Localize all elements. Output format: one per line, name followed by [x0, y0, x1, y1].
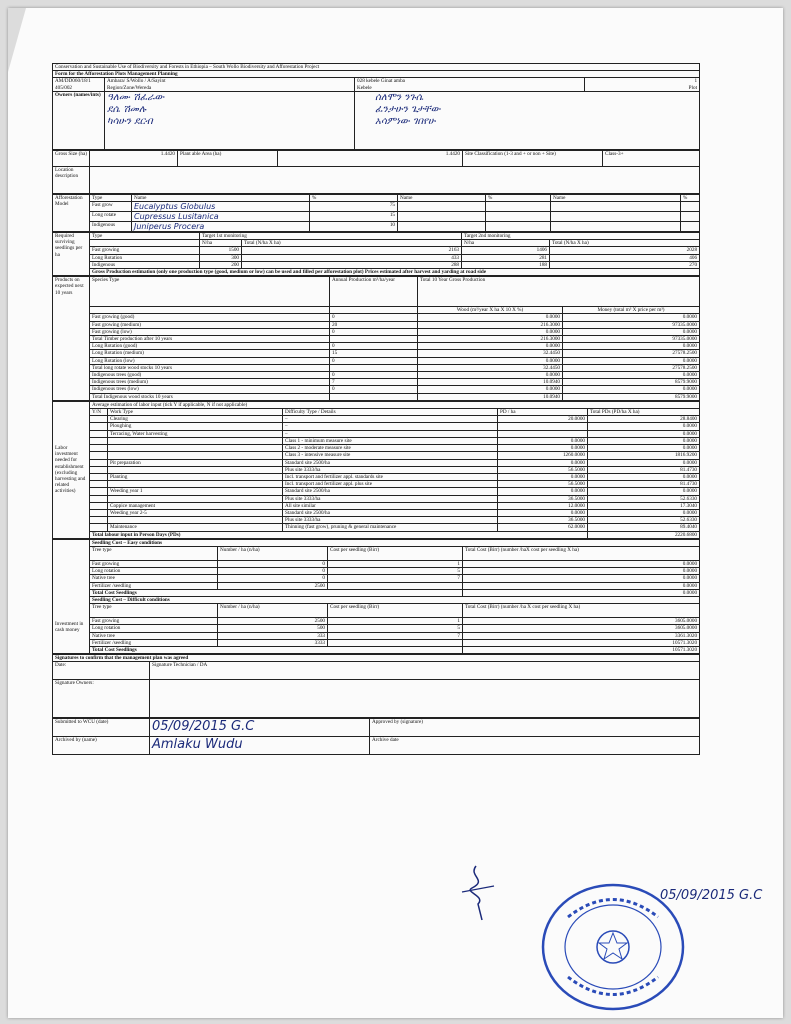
pd-value: 1260.0000 [498, 452, 588, 459]
plot-cell [585, 78, 700, 91]
archived-name: Amlaku Wudu [150, 737, 370, 755]
pd-value: 12.0000 [498, 502, 588, 509]
seedling-n: 0 [218, 568, 328, 575]
owners-right [355, 91, 700, 149]
work-type [108, 481, 283, 488]
work-type [108, 517, 283, 524]
archived-label: Archived by (name) [53, 737, 150, 755]
name-header: Name [132, 194, 310, 201]
work-type: Coppice management [108, 502, 283, 509]
seedling-difficult-title: Seedling Cost – Difficult conditions [90, 596, 700, 603]
difficulty-header: Difficulty Type / Details [283, 409, 498, 416]
site-class-value: Class-3+ [603, 150, 700, 166]
money-value: 27578.2500 [563, 350, 700, 357]
wood-header: Wood (m³/year X ha X 10 X %) [418, 307, 563, 314]
work-detail: – [283, 423, 498, 430]
archive-table [52, 718, 700, 755]
total-header: Total (N/ha X ha) [550, 240, 700, 247]
species-row: Indigenous trees (medium) [90, 379, 330, 386]
owner-name: ካሳሁን ደርብ [107, 115, 153, 127]
region-cell [105, 78, 355, 91]
pd-value: 62.0000 [498, 524, 588, 531]
region-sub: Region/Zone/Wereda [107, 84, 152, 91]
pd-total: 28.8400 [588, 416, 700, 423]
seedling-easy-total: 0.0000 [463, 589, 700, 596]
species-row: Long Rotation (good) [90, 343, 330, 350]
production-note: Gross Production estimation (only one production type (good, medium or low) can be used and filled per afforestation plot) Prices estimated after harvest and yarding at road side [90, 269, 700, 276]
seedling-n: 0 [218, 560, 328, 567]
work-detail: Plus site 3333/ha [283, 466, 498, 473]
seedling-cost: 1 [328, 560, 463, 567]
total-production-header: Total 10 Year Gross Production [418, 277, 700, 307]
work-detail: Thinning (fast grow), pruning & general maintenance [283, 524, 498, 531]
survival-type: Fast growing [90, 247, 200, 254]
model-pct: 10 [310, 222, 398, 232]
kebele-sub: Kebele [357, 84, 372, 91]
official-stamp-icon [538, 877, 688, 1017]
tree-type-header: Tree type [90, 546, 218, 560]
signature-table [52, 654, 700, 718]
pd-total: 81.4730 [588, 481, 700, 488]
name-header: Name [398, 194, 486, 201]
pd-value: 0.0000 [498, 445, 588, 452]
production-table [52, 276, 700, 401]
survival-value: 406 [550, 254, 700, 261]
gross-size-label: Gross Size (ha) [53, 150, 90, 166]
money-value: 0.0000 [563, 343, 700, 350]
form-title: Form for the Afforestation Plots Management Planning [53, 71, 700, 78]
seedling-type: Fast growing [90, 560, 218, 567]
survival-value: 270 [550, 261, 700, 268]
survival-value: 281 [462, 254, 550, 261]
seedling-cost: 7 [328, 575, 463, 582]
seedling-difficult-total-label: Total Cost Seedlings [90, 646, 463, 653]
seedling-cost [328, 639, 463, 646]
pd-total: 0.0000 [588, 423, 700, 430]
survival-table [52, 232, 700, 276]
wood-value: 0.0000 [418, 386, 563, 393]
site-class-label: Site Classification (1-3 and + or non + Site) [463, 150, 603, 166]
date-label: Date: [53, 662, 150, 680]
seedling-n: 3333 [218, 639, 328, 646]
labor-note: Average estimation of labor input (tick Y if applicable, N if not applicable) [90, 401, 700, 408]
target1-header: Target 1st monitoring [200, 233, 462, 240]
number-header: Number / ha (n/ha) [218, 546, 328, 560]
species-row: Indigenous trees (good) [90, 372, 330, 379]
plot-value: 1 [694, 78, 698, 85]
work-type [108, 437, 283, 444]
work-type: Maintenance [108, 524, 283, 531]
pd-value: 36.5000 [498, 495, 588, 502]
seedling-cost: 5 [328, 625, 463, 632]
survival-type: Indigenous [90, 261, 200, 268]
wood-value: 216.3000 [418, 321, 563, 328]
pct-header: % [486, 194, 551, 201]
seedling-total: 0.0000 [463, 568, 700, 575]
money-value: 8579.9000 [563, 379, 700, 386]
technician-label: Signature Technician / DA [150, 662, 700, 680]
seedling-cost: 1 [328, 618, 463, 625]
work-detail: All site similar [283, 502, 498, 509]
model-pct: 75 [310, 202, 398, 212]
seedling-type: Fertilizer /seedling [90, 582, 218, 589]
species-row: Total Timber production after 10 years [90, 336, 330, 343]
cost-header: Cost per seedling (Birr) [328, 546, 463, 560]
folded-corner [8, 8, 26, 72]
wood-value: 0.0000 [418, 343, 563, 350]
work-detail: Standard site 2500/ha [283, 459, 498, 466]
pd-total: 52.6330 [588, 517, 700, 524]
seedling-cost [328, 582, 463, 589]
work-detail: – [283, 416, 498, 423]
cost-header: Cost per seedling (Birr) [328, 604, 463, 618]
species-row: Total long rotate wood stocks 10 years [90, 364, 330, 371]
pd-total: 0.0000 [588, 445, 700, 452]
money-value: 0.0000 [563, 314, 700, 321]
annual-value: 20 [330, 321, 418, 328]
survival-value: 2163 [242, 247, 462, 254]
side-date: 05/09/2015 G.C [660, 888, 763, 903]
type-header: Type [90, 194, 132, 201]
work-type: Clearing [108, 416, 283, 423]
pct-header: % [310, 194, 398, 201]
annual-header: Annual Production m³/ha/year [330, 277, 418, 307]
work-detail: Plus site 3333/ha [283, 517, 498, 524]
seedling-type: Long rotation [90, 568, 218, 575]
model-type: Long rotate [90, 212, 132, 222]
labor-total-label: Total labour input in Person Days (PDs) [90, 531, 588, 538]
pd-total: 89.4040 [588, 524, 700, 531]
pd-total: 0.0000 [588, 430, 700, 437]
work-type: Weeding year 1 [108, 488, 283, 495]
seedling-type: Fertilizer /seedling [90, 639, 218, 646]
pd-value: 0.0000 [498, 473, 588, 480]
pd-total: 1816.9200 [588, 452, 700, 459]
wood-value: 216.3000 [418, 336, 563, 343]
pd-header: PD / ha [498, 409, 588, 416]
pd-total: 0.0000 [588, 509, 700, 516]
pd-value [498, 423, 588, 430]
work-detail: Incl. transport and fertilizer appl. plus site [283, 481, 498, 488]
owner-name: አሳምነው ገበየሁ [375, 115, 436, 127]
nha-header: N/ha [462, 240, 550, 247]
species-header: Species Type [90, 277, 330, 307]
seedling-total: 0.0000 [463, 582, 700, 589]
annual-value [330, 393, 418, 400]
money-value: 97335.0000 [563, 321, 700, 328]
work-detail: Standard site 2500/ha [283, 488, 498, 495]
annual-value [330, 364, 418, 371]
pd-total: 0.0000 [588, 437, 700, 444]
wood-value: 0.0000 [418, 314, 563, 321]
annual-value: 0 [330, 357, 418, 364]
survival-value: 433 [242, 254, 462, 261]
production-label: Products on expected next 10 years [53, 277, 90, 401]
annual-value: 0 [330, 386, 418, 393]
seedling-n: 2500 [218, 618, 328, 625]
location-value [90, 166, 700, 193]
target2-header: Target 2nd monitoring [462, 233, 700, 240]
seedling-difficult-total: 10571.3020 [463, 646, 700, 653]
survival-value: 1406 [462, 247, 550, 254]
work-detail: Incl. transport and fertilizer appl. standards site [283, 473, 498, 480]
work-type: Weeding year 2-5 [108, 509, 283, 516]
seedling-cost: 7 [328, 632, 463, 639]
kebele-cell [355, 78, 585, 91]
type-header: Type [90, 233, 200, 240]
annual-value: 0 [330, 328, 418, 335]
pct-header: % [681, 194, 700, 201]
signature-title: Signatures to confirm that the management plan was agreed [53, 655, 700, 662]
total-cost-header: Total Cost (Birr) (number /haX cost per seedling X ha) [463, 546, 700, 560]
labor-total-value: 2220.6800 [588, 531, 700, 538]
work-detail: Standard site 2500/ha [283, 509, 498, 516]
code-label: AM/DD060/18/1 405/002 [53, 78, 105, 91]
work-type [108, 452, 283, 459]
money-value: 0.0000 [563, 372, 700, 379]
pd-value: 20.0000 [498, 416, 588, 423]
survival-label: Required surviving seedlings per ha [53, 233, 90, 276]
form-sheet [52, 63, 699, 755]
wood-value: 10.0940 [418, 379, 563, 386]
number-header: Number / ha (n/ha) [218, 604, 328, 618]
total-header: Total (N/ha X ha) [242, 240, 462, 247]
seedling-cost: 5 [328, 568, 463, 575]
wood-value: 32.4450 [418, 364, 563, 371]
seedling-type: Native tree [90, 575, 218, 582]
annual-value: 15 [330, 350, 418, 357]
kebele-value: 028 kebele Ginat amba [357, 78, 405, 85]
annual-value: 7 [330, 379, 418, 386]
model-species: Cupressus Lusitanica [132, 212, 310, 222]
total-pd-header: Total PDs (PD/ha X ha) [588, 409, 700, 416]
owner-name: ደሴ ሽመሉ [107, 103, 146, 115]
pd-total: 52.6330 [588, 495, 700, 502]
seedling-easy-total-label: Total Cost Seedlings [90, 589, 463, 596]
owners-left [105, 91, 355, 149]
work-detail: Class 2 - moderate measure site [283, 445, 498, 452]
pd-total: 81.4730 [588, 466, 700, 473]
investment-label: Investment in cash money [53, 539, 90, 653]
pd-value: 0.0000 [498, 488, 588, 495]
work-type [108, 466, 283, 473]
species-row: Fast growing (low) [90, 328, 330, 335]
work-detail: Plus site 3333/ha [283, 495, 498, 502]
seedling-type: Fast growing [90, 618, 218, 625]
money-value: 0.0000 [563, 386, 700, 393]
survival-value: 2028 [550, 247, 700, 254]
work-type: Terracing, Water harvesting [108, 430, 283, 437]
pd-total: 0.0000 [588, 473, 700, 480]
money-value: 0.0000 [563, 328, 700, 335]
plantable-value: 1.4420 [278, 150, 463, 166]
owner-name: ዓለሙ ሽፈራው [107, 91, 165, 103]
approval-signature [458, 862, 498, 922]
survival-value: 1500 [200, 247, 242, 254]
gross-size-table [52, 150, 700, 194]
model-species: Juniperus Procera [132, 222, 310, 232]
labor-label: Labor investment needed for establishment (excluding harvesting and related activities) [53, 401, 90, 538]
survival-type: Long Rotation [90, 254, 200, 261]
work-header: Work Type [108, 409, 283, 416]
species-row: Fast growing (medium) [90, 321, 330, 328]
work-detail: Class 3 - intensive measure site [283, 452, 498, 459]
survival-value: 188 [462, 261, 550, 268]
model-label: Afforestation Model [53, 194, 90, 231]
survival-value: 300 [200, 254, 242, 261]
submitted-label: Submitted to WCU (date) [53, 719, 150, 737]
seedling-total: 3361.3020 [463, 632, 700, 639]
work-type [108, 495, 283, 502]
seedling-total: 0.0000 [463, 575, 700, 582]
model-type: Indigenous [90, 222, 132, 232]
species-row: Indigenous trees (low) [90, 386, 330, 393]
plot-label: Plot [688, 84, 698, 91]
species-row: Fast growing (good) [90, 314, 330, 321]
species-row: Long Rotation (low) [90, 357, 330, 364]
yn-header: Y/N [90, 409, 108, 416]
pd-value: 0.0000 [498, 459, 588, 466]
wood-value: 0.0000 [418, 372, 563, 379]
owners-label: Owners (names/ints) [53, 91, 105, 149]
pd-total: 17.3040 [588, 502, 700, 509]
survival-value: 200 [200, 261, 242, 268]
seedling-easy-table [52, 539, 700, 654]
pd-value: 36.5000 [498, 517, 588, 524]
species-row: Long Rotation (medium) [90, 350, 330, 357]
pd-value: 56.5000 [498, 481, 588, 488]
work-detail: Class 1 - minimum measure site [283, 437, 498, 444]
money-value: 0.0000 [563, 357, 700, 364]
model-table [52, 194, 700, 232]
wood-value: 0.0000 [418, 357, 563, 364]
total-cost-header: Total Cost (Birr) (number /ha X cost per seedling X ha) [463, 604, 700, 618]
seedling-n: 333 [218, 632, 328, 639]
owner-name: ሰለሞን ንጉሴ [375, 91, 424, 103]
annual-value: 0 [330, 314, 418, 321]
money-value: 27578.2500 [563, 364, 700, 371]
money-value: 97335.0000 [563, 336, 700, 343]
wood-value: 10.0940 [418, 393, 563, 400]
seedling-total: 10571.3020 [463, 639, 700, 646]
gross-size-value: 1.4420 [90, 150, 178, 166]
model-pct: 15 [310, 212, 398, 222]
wood-value: 32.4450 [418, 350, 563, 357]
model-type: Fast grow [90, 202, 132, 212]
archive-date-label: Archive date [370, 737, 700, 755]
work-type [108, 445, 283, 452]
owners-signature-area [150, 680, 700, 718]
tree-type-header: Tree type [90, 604, 218, 618]
work-detail: – [283, 430, 498, 437]
submitted-date: 05/09/2015 G.C [150, 719, 370, 737]
species-row: Total Indigenous wood stocks 10 years [90, 393, 330, 400]
project-title: Conservation and Sustainable Use of Biodiversity and Forests in Ethiopia – South Wollo Biodiversity and Afforestation Project [53, 64, 700, 71]
pd-total: 0.0000 [588, 459, 700, 466]
annual-value [330, 336, 418, 343]
seedling-type: Native tree [90, 632, 218, 639]
owner-name: ፈንታሁን ጌታቸው [375, 103, 441, 115]
annual-value: 0 [330, 343, 418, 350]
seedling-total: 3605.0000 [463, 625, 700, 632]
pd-value [498, 430, 588, 437]
work-type: Ploughing [108, 423, 283, 430]
seedling-total: 0.0000 [463, 560, 700, 567]
title-table [52, 63, 700, 150]
pd-total: 0.0000 [588, 488, 700, 495]
seedling-easy-title: Seedling Cost – Easy conditions [90, 539, 700, 546]
annual-value: 0 [330, 372, 418, 379]
wood-value: 0.0000 [418, 328, 563, 335]
owners-signature-label: Signature Owners: [53, 680, 150, 718]
location-label: Location description [53, 166, 90, 193]
money-value: 8579.9000 [563, 393, 700, 400]
approved-label: Approved by (signature) [370, 719, 700, 737]
model-species: Eucalyptus Globulus [132, 202, 310, 212]
money-header: Money (total m³ X price per m³) [563, 307, 700, 314]
work-type: Pit preparation [108, 459, 283, 466]
region-value: Ambara/ S/Wollo / A/Sayint [107, 78, 166, 85]
pd-value: 0.0000 [498, 437, 588, 444]
survival-value: 288 [242, 261, 462, 268]
seedling-type: Long rotation [90, 625, 218, 632]
seedling-n: 500 [218, 625, 328, 632]
nha-header: N/ha [200, 240, 242, 247]
plantable-label: Plant able Area (ha) [178, 150, 278, 166]
pd-value: 0.0000 [498, 509, 588, 516]
labor-table [52, 401, 700, 539]
work-type: Planting [108, 473, 283, 480]
pd-value: 56.5000 [498, 466, 588, 473]
seedling-total: 3605.0000 [463, 618, 700, 625]
seedling-n: 2500 [218, 582, 328, 589]
seedling-n: 0 [218, 575, 328, 582]
name-header: Name [551, 194, 681, 201]
